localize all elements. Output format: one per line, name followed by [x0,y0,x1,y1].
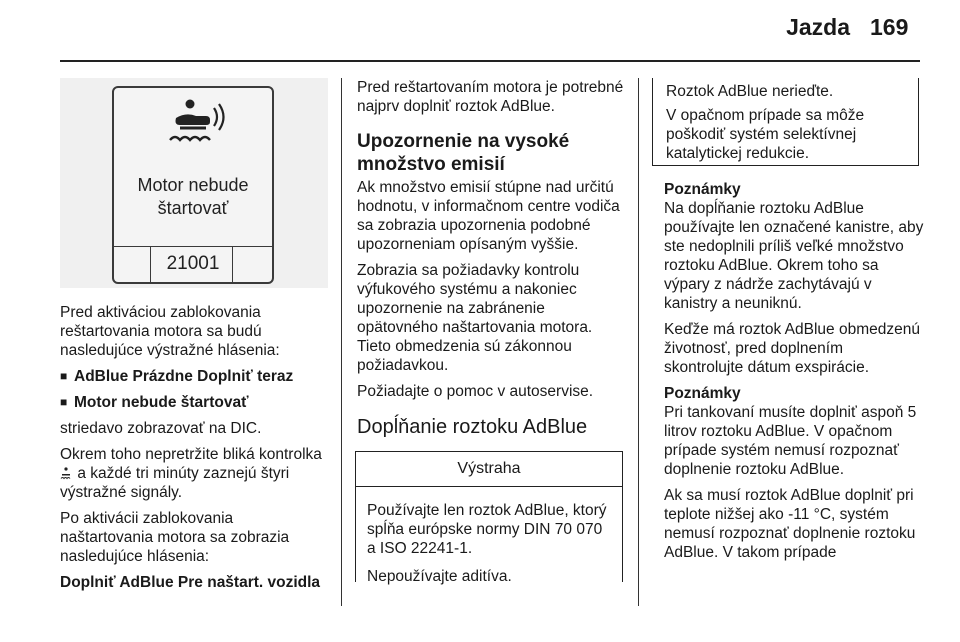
after-activation-paragraph: Po aktivácii zablokovania naštartovania motora sa zobrazia nasledujúce hlásenia: [60,510,290,565]
box-paragraph-1: Roztok AdBlue nerieďte. [666,83,834,100]
warning-paragraph-2: Nepoužívajte aditíva. [367,568,512,585]
dic-message [114,174,272,220]
dic-status-bar [114,246,272,283]
warning-title: Výstraha [356,452,622,487]
dic-display [112,86,274,284]
column-divider-2 [638,78,639,606]
bullet-text: AdBlue Prázdne Doplniť teraz [74,368,294,385]
note-2-paragraph-2: Ak sa musí roztok AdBlue doplniť pri teplote nižšej ako -11 °C, systém nemusí rozpoznať doplnenie roztoku AdBlue. V takom prípade [664,487,916,561]
note-1-paragraph-1: Na dopĺňanie roztoku AdBlue používajte len označené kanistre, aby ste nedoplnili príliš veľké množstvo roztoku AdBlue. Okrem toho sa výpary z nádrže zachytávajú v kanistry a neuniknú. [664,200,924,312]
bullet-text: Motor nebude štartovať [74,394,249,411]
box-paragraph-2: V opačnom prípade sa môže poškodiť systém selektívnej katalytickej redukcie. [666,107,865,162]
dic-message-line2: štartovať [157,198,229,218]
note-1-paragraph-2: Keďže má roztok AdBlue obmedzenú životnosť, pred doplnením skontrolujte dátum exspirácie. [664,321,920,376]
refill-heading: Dopĺňanie roztoku AdBlue [357,416,588,438]
alternating-paragraph: striedavo zobrazovať na DIC. [60,420,262,437]
bullet-square-icon: ■ [60,395,68,409]
note-2-paragraph-1: Pri tankovaní musíte doplniť aspoň 5 litrov roztoku AdBlue. V opačnom prípade systém nemusí rozpoznať doplnenie roztoku AdBlue. [664,404,917,478]
blink-paragraph [60,445,330,502]
blink-text-before: Okrem toho nepretržite bliká kontrolka [60,446,322,463]
adblue-warning-icon [114,98,272,150]
page-number: 169 [870,14,909,40]
restart-paragraph: Pred reštartovaním motora je potrebné najprv doplniť roztok AdBlue. [357,79,624,115]
after-activation-message: Doplniť AdBlue Pre naštart. vozidla [60,574,321,591]
column-divider-1 [341,78,342,606]
bullet-item [60,367,330,386]
emissions-heading: Upozornenie na vysoké množstvo emisií [357,131,570,175]
dic-code: 21001 [166,253,220,274]
note-1-title: Poznámky [664,181,741,198]
section-title: Jazda [786,14,850,40]
service-paragraph: Požiadajte o pomoc v autoservise. [357,383,594,400]
bullet-square-icon: ■ [60,369,68,383]
bullet-item [60,393,330,412]
warning-paragraph-1: Používajte len roztok AdBlue, ktorý spĺňa európske normy DIN 70 070 a ISO 22241-1. [367,502,607,557]
column-2 [357,78,627,449]
column-1 [60,303,330,599]
warning-continuation-box [652,78,919,166]
warning-box [355,451,623,585]
emissions-paragraph-1: Ak množstvo emisií stúpne nad určitú hodnotu, v informačnom centre vodiča sa zobrazia upozornenia podobné upozorneniam opísaným vyššie. [357,179,620,253]
note-2-title: Poznámky [664,385,741,402]
emissions-paragraph-2: Zobrazia sa požiadavky kontrolu výfukového systému a nakoniec upozornenie na zabránenie opätovného naštartovania motora. Tieto obmedzenia sú zákonnou požiadavkou. [357,262,593,374]
column-3 [664,180,926,569]
intro-paragraph: Pred aktiváciou zablokovania reštartovania motora sa budú nasledujúce výstražné hlásenia: [60,304,280,359]
dic-illustration [60,78,328,288]
dic-message-line1: Motor nebude [137,175,249,195]
adblue-indicator-icon [60,467,73,480]
blink-text-after: a každé tri minúty zaznejú štyri výstražné signály. [60,465,290,501]
header-rule [60,60,920,62]
warning-body [356,487,622,586]
